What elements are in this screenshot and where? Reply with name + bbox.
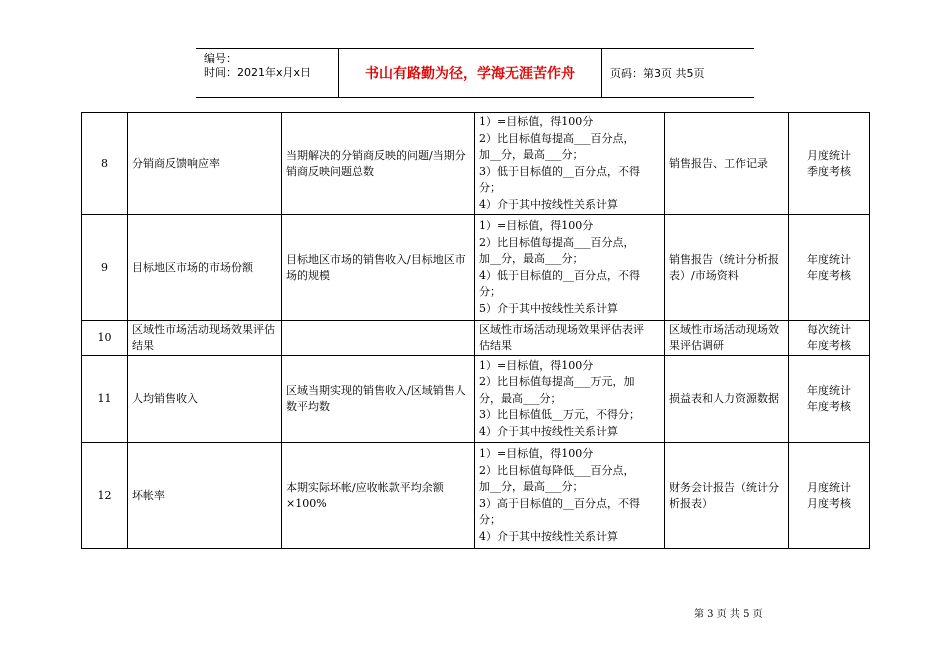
scoring-standard <box>475 113 665 215</box>
data-source: 财务会计报告（统计分析报表） <box>665 443 789 549</box>
scoring-standard-line: 加__分，最高___分； <box>479 252 584 265</box>
frequency-line: 年度考核 <box>807 339 851 352</box>
frequency-line: 季度考核 <box>807 164 851 178</box>
kpi-table-body <box>82 113 870 549</box>
table-row <box>82 356 870 443</box>
indicator-formula: 目标地区市场的销售收入/目标地区市场的规模 <box>282 215 475 321</box>
data-source: 损益表和人力资源数据 <box>665 356 789 443</box>
page-header <box>196 48 754 98</box>
scoring-standard-line: 5）介于其中按线性关系计算 <box>479 301 618 315</box>
frequency-line: 年度统计 <box>807 252 851 266</box>
page-footer: 第 3 页 共 5 页 <box>694 609 763 620</box>
statistics-frequency <box>789 443 870 549</box>
indicator-name: 人均销售收入 <box>128 356 282 443</box>
scoring-standard-line: 2）比目标值每提高___百分点， <box>479 131 635 145</box>
kpi-table <box>81 112 870 549</box>
header-motto: 书山有路勤为径，学海无涯苦作舟 <box>339 49 602 97</box>
scoring-standard-line: 2）比目标值每降低___百分点， <box>479 463 635 477</box>
frequency-line: 年度考核 <box>807 400 851 413</box>
row-number: 10 <box>82 321 128 356</box>
scoring-standard-line: 加__分，最高___分； <box>479 148 584 161</box>
scoring-standard-line: 1）=目标值，得100分 <box>479 115 594 128</box>
statistics-frequency <box>789 215 870 321</box>
frequency-line: 月度统计 <box>807 480 851 494</box>
header-meta <box>196 49 339 97</box>
scoring-standard-line: 3）比目标值低__万元，不得分； <box>479 408 640 422</box>
indicator-formula: 区域当期实现的销售收入/区域销售人数平均数 <box>282 356 475 443</box>
indicator-name: 目标地区市场的市场份额 <box>128 215 282 321</box>
time-label: 时间：2021年x月x日 <box>204 66 312 79</box>
frequency-line: 每次统计 <box>807 323 851 336</box>
scoring-standard <box>475 443 665 549</box>
indicator-formula: 本期实际坏帐/应收帐款平均余额×100% <box>282 443 475 549</box>
indicator-formula: 当期解决的分销商反映的问题/当期分销商反映问题总数 <box>282 113 475 215</box>
scoring-standard-line: 分； <box>479 285 501 298</box>
scoring-standard-line: 分； <box>479 181 501 194</box>
scoring-standard-line: 1）=目标值，得100分 <box>479 447 594 460</box>
scoring-standard-line: 3）高于目标值的__百分点，不得 <box>479 496 640 510</box>
scoring-standard-line: 加__分，最高___分； <box>479 480 584 493</box>
statistics-frequency <box>789 356 870 443</box>
scoring-standard <box>475 321 665 356</box>
scoring-standard-line: 区域性市场活动现场效果评估表评 <box>479 322 644 336</box>
scoring-standard <box>475 215 665 321</box>
data-source: 销售报告、工作记录 <box>665 113 789 215</box>
scoring-standard-line: 3）低于目标值的__百分点，不得 <box>479 164 640 178</box>
header-page-number: 页码：第3页 共5页 <box>610 67 705 80</box>
scoring-standard-line: 1）=目标值，得100分 <box>479 358 594 372</box>
code-label: 编号： <box>204 52 237 65</box>
table-row <box>82 215 870 321</box>
scoring-standard-line: 4）介于其中按线性关系计算 <box>479 197 618 211</box>
table-row <box>82 443 870 549</box>
frequency-line: 年度考核 <box>807 268 851 282</box>
scoring-standard-line: 4）低于目标值的__百分点，不得 <box>479 268 640 282</box>
row-number: 11 <box>82 356 128 443</box>
table-row <box>82 113 870 215</box>
scoring-standard-line: 估结果 <box>479 339 512 352</box>
indicator-name: 分销商反馈响应率 <box>128 113 282 215</box>
scoring-standard-line: 4）介于其中按线性关系计算 <box>479 529 618 543</box>
scoring-standard <box>475 356 665 443</box>
scoring-standard-line: 分； <box>479 513 501 526</box>
row-number: 9 <box>82 215 128 321</box>
indicator-name: 区域性市场活动现场效果评估结果 <box>128 321 282 356</box>
scoring-standard-line: 1）=目标值，得100分 <box>479 219 594 232</box>
scoring-standard-line: 4）介于其中按线性关系计算 <box>479 424 618 438</box>
indicator-name: 坏帐率 <box>128 443 282 549</box>
data-source: 销售报告（统计分析报表）/市场资料 <box>665 215 789 321</box>
frequency-line: 年度统计 <box>807 384 851 397</box>
scoring-standard-line: 分，最高___分； <box>479 391 562 405</box>
indicator-formula <box>282 321 475 356</box>
data-source: 区域性市场活动现场效果评估调研 <box>665 321 789 356</box>
row-number: 12 <box>82 443 128 549</box>
scoring-standard-line: 2）比目标值每提高___百分点， <box>479 235 635 249</box>
table-row <box>82 321 870 356</box>
scoring-standard-line: 2）比目标值每提高___万元，加 <box>479 375 635 389</box>
statistics-frequency <box>789 321 870 356</box>
row-number: 8 <box>82 113 128 215</box>
frequency-line: 月度统计 <box>807 148 851 162</box>
statistics-frequency <box>789 113 870 215</box>
frequency-line: 月度考核 <box>807 496 851 510</box>
